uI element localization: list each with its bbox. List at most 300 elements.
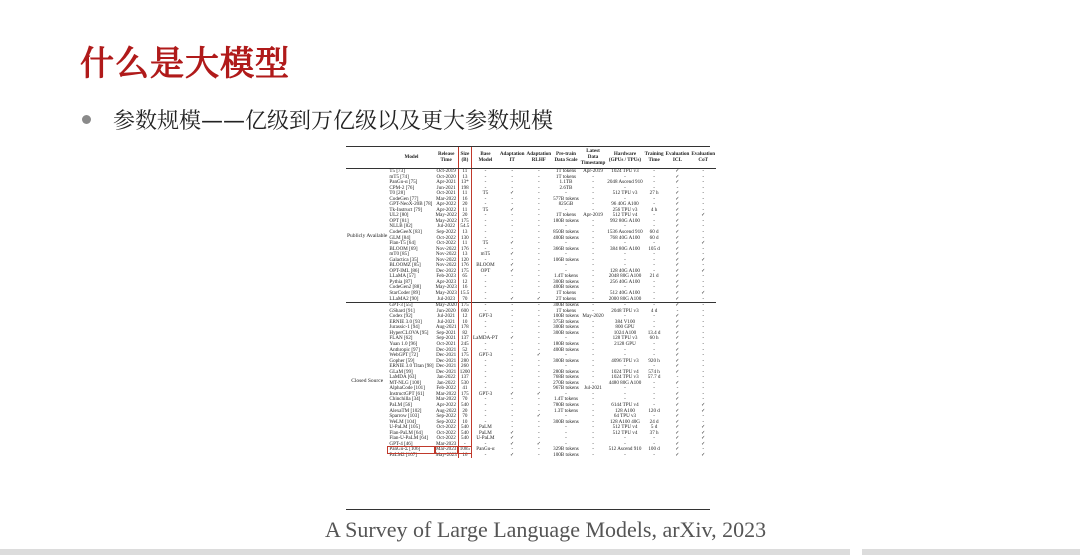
col-header-release: Release Time — [435, 147, 459, 169]
cell-hardware: 512 Ascend 910 — [608, 446, 642, 453]
cell-base: - — [484, 229, 487, 236]
cell-it: - — [511, 278, 514, 285]
cell-it: ✓ — [510, 451, 515, 458]
cell-timestamp: - — [592, 418, 594, 425]
cell-base: - — [484, 212, 487, 219]
cell-release: Nov-2022 — [435, 256, 457, 263]
cell-base: - — [484, 307, 487, 314]
cell-rlhf: - — [537, 240, 540, 247]
cell-release: May-2023 — [435, 290, 457, 297]
cell-training-time: 13.4 d — [647, 329, 661, 336]
cell-release: Apr-2021 — [436, 179, 457, 186]
cell-training-time: - — [653, 173, 655, 180]
cell-it: ✓ — [510, 240, 515, 247]
cell-size: 130 — [458, 236, 471, 242]
cell-hardware: - — [624, 385, 626, 392]
cell-icl: ✓ — [675, 340, 680, 347]
cell-icl: ✓ — [675, 295, 680, 302]
cell-icl: ✓ — [675, 407, 680, 414]
cell-rlhf: - — [526, 303, 553, 309]
cell-icl: ✓ — [675, 446, 680, 453]
cell-icl: ✓ — [675, 379, 680, 386]
cell-model: LLaMA2 [90] — [389, 295, 419, 302]
cell-release: Oct-2022 — [436, 429, 456, 436]
cell-model: mT0 [85] — [389, 251, 409, 258]
cell-base: GPT-3 — [478, 390, 493, 397]
cell-training-time: - — [653, 396, 655, 403]
cell-timestamp: - — [592, 451, 594, 458]
cell-size: 540 — [458, 431, 471, 437]
cell-it: - — [511, 413, 514, 420]
cell-release: Jan-2022 — [436, 374, 456, 381]
cell-timestamp: - — [592, 440, 594, 447]
cell-model: GPT-3 [55] — [388, 303, 434, 309]
cell-release: Jul-2023 — [437, 295, 456, 302]
cell-data-scale: 850B tokens — [553, 229, 579, 236]
cell-it: - — [511, 256, 514, 263]
cell-size: 20 — [458, 202, 471, 208]
cell-timestamp: - — [592, 256, 594, 263]
cell-timestamp: - — [592, 284, 594, 291]
cell-timestamp: - — [592, 374, 594, 381]
cell-it: - — [511, 424, 514, 431]
cell-data-scale: 100B tokens — [553, 451, 579, 458]
cell-base: - — [484, 201, 487, 208]
cell-hardware: - — [624, 435, 626, 442]
cell-rlhf: - — [537, 251, 540, 258]
cell-cot: - — [702, 223, 705, 230]
cell-timestamp: - — [592, 201, 594, 208]
cell-timestamp: - — [592, 190, 594, 197]
cell-rlhf: - — [537, 223, 540, 230]
cell-cot: - — [702, 284, 705, 291]
cell-timestamp: - — [592, 324, 594, 331]
cell-training-time: - — [653, 390, 655, 397]
cell-cot: - — [702, 307, 705, 314]
col-header-cot: Evaluation CoT — [690, 147, 716, 169]
cell-training-time: - — [653, 346, 655, 353]
cell-rlhf: ✓ — [536, 295, 541, 302]
cell-icl: ✓ — [675, 267, 680, 274]
cell-data-scale: 2.6TB — [559, 184, 573, 191]
cell-data-scale: - — [565, 206, 567, 213]
cell-data-scale: - — [565, 352, 567, 359]
cell-rlhf: - — [537, 374, 540, 381]
cell-model: GLaM [99] — [389, 368, 413, 375]
cell-cot: ✓ — [701, 401, 706, 408]
cell-base: - — [484, 379, 487, 386]
cell-size: 175 — [458, 353, 471, 359]
cell-cot: ✓ — [701, 267, 706, 274]
col-header-rlhf: Adaptation RLHF — [526, 147, 553, 169]
cell-data-scale: 400B tokens — [553, 284, 579, 291]
cell-rlhf: - — [537, 184, 540, 191]
cell-base: BLOOM — [476, 262, 495, 269]
cell-size: 20 — [458, 213, 471, 219]
cell-data-scale: - — [565, 262, 567, 269]
cell-model: LaMDA [63] — [389, 374, 417, 381]
cell-cot: ✓ — [701, 256, 706, 263]
cell-it: - — [511, 379, 514, 386]
cell-base: - — [471, 303, 498, 309]
cell-icl: ✓ — [675, 390, 680, 397]
col-header-icl: Evaluation ICL — [665, 147, 691, 169]
cell-icl: ✓ — [665, 303, 691, 309]
cell-model: Anthropic [97] — [389, 346, 420, 353]
col-header-training-time: Training Time — [644, 147, 665, 169]
cell-icl: - — [676, 184, 679, 191]
cell-base: - — [484, 179, 487, 186]
cell-hardware: - — [624, 396, 626, 403]
cell-size: 176 — [458, 263, 471, 269]
cell-rlhf: - — [537, 363, 540, 370]
cell-data-scale: 300B tokens — [553, 278, 579, 285]
cell-it: - — [511, 318, 514, 325]
cell-data-scale: 366B tokens — [553, 245, 579, 252]
cell-cot: - — [702, 168, 705, 174]
cell-size: 16 — [458, 453, 471, 459]
cell-base: - — [484, 413, 487, 420]
cell-training-time: 60 h — [649, 335, 659, 342]
cell-it: - — [511, 418, 514, 425]
cell-it: ✓ — [510, 251, 515, 258]
cell-base: - — [484, 401, 487, 408]
cell-model: CodeGen2 [88] — [389, 284, 421, 291]
cell-training-time: - — [653, 201, 655, 208]
cell-timestamp: - — [592, 379, 594, 386]
cell-icl: ✓ — [675, 179, 680, 186]
cell-base: - — [484, 168, 487, 174]
cell-model: WebGPT [72] — [389, 352, 418, 359]
cell-icl: ✓ — [675, 201, 680, 208]
cell-release: Sep-2022 — [436, 413, 456, 420]
cell-cot: ✓ — [701, 451, 706, 458]
cell-release: Dec-2021 — [436, 368, 457, 375]
cell-it: ✓ — [510, 435, 515, 442]
cell-timestamp: - — [592, 307, 594, 314]
cell-data-scale: - — [565, 413, 567, 420]
cell-training-time: 574 h — [648, 368, 660, 375]
cell-cot: - — [702, 390, 705, 397]
cell-model: CPM-2 [76] — [389, 184, 415, 191]
cell-model: Pythia [87] — [389, 278, 413, 285]
cell-it: - — [511, 173, 514, 180]
cell-release: Jul-2021 — [437, 318, 456, 325]
cell-training-time: - — [653, 179, 655, 186]
cell-release: Apr-2022 — [436, 401, 457, 408]
cell-model: ERNIE 3.0 [93] — [389, 318, 422, 325]
cell-rlhf: - — [537, 307, 540, 314]
cell-it: - — [511, 368, 514, 375]
cell-hardware: - — [624, 352, 626, 359]
cell-model: GPT-4 [46] — [389, 440, 413, 447]
cell-model: AlphaCode [101] — [389, 385, 425, 392]
cell-icl: ✓ — [675, 413, 680, 420]
cell-hardware: - — [624, 256, 626, 263]
cell-training-time: 60 d — [649, 229, 659, 236]
cell-release: Aug-2022 — [435, 407, 457, 414]
cell-training-time: - — [653, 313, 655, 320]
cell-release: Dec-2021 — [436, 363, 457, 370]
cell-data-scale: 300B tokens — [553, 418, 579, 425]
cell-timestamp: - — [592, 290, 594, 297]
bullet-text: 参数规模——亿级到万亿级以及更大参数规模 — [113, 109, 554, 134]
cell-base: - — [484, 245, 487, 252]
cell-training-time: - — [653, 262, 655, 269]
cell-hardware: 6144 TPU v4 — [611, 401, 639, 408]
cell-training-time: - — [653, 379, 655, 386]
cell-rlhf: - — [537, 324, 540, 331]
cell-model: mT5 [74] — [389, 173, 409, 180]
cell-model: BLOOM [69] — [389, 245, 418, 252]
cell-icl: ✓ — [675, 173, 680, 180]
cell-timestamp: - — [592, 318, 594, 325]
cell-rlhf: - — [537, 385, 540, 392]
cell-it: - — [511, 363, 514, 370]
cell-data-scale: 300B tokens — [553, 357, 579, 364]
cell-data-scale: 1T tokens — [555, 168, 577, 174]
cell-size: 1200 — [459, 368, 470, 375]
cell-training-time: 60 d — [649, 234, 659, 241]
col-header-data-scale: Pre-train Data Scale — [552, 147, 580, 169]
cell-icl: ✓ — [675, 256, 680, 263]
cell-cot: - — [702, 217, 705, 224]
cell-rlhf: - — [537, 368, 540, 375]
cell-size: 10 — [458, 420, 471, 426]
cell-size: 12 — [458, 314, 471, 320]
cell-base: - — [484, 295, 487, 302]
cell-rlhf: - — [537, 396, 540, 403]
cell-icl: ✓ — [675, 245, 680, 252]
cell-timestamp: - — [592, 223, 594, 230]
cell-model: PanGu-Σ [106] — [388, 447, 434, 453]
cell-hardware: 1024 TPU v3 — [611, 374, 639, 381]
cell-model: U-PaLM [105] — [389, 424, 420, 431]
cell-timestamp: - — [592, 234, 594, 241]
cell-icl: ✓ — [675, 324, 680, 331]
cell-timestamp: - — [592, 245, 594, 252]
cell-icl: ✓ — [675, 195, 680, 202]
cell-it: ✓ — [510, 335, 515, 342]
cell-data-scale: 1T tokens — [555, 212, 577, 219]
cell-model: NLLB [82] — [389, 223, 413, 230]
cell-timestamp: - — [592, 396, 594, 403]
cell-base: - — [484, 329, 487, 336]
cell-training-time: - — [653, 195, 655, 202]
cell-data-scale: 577B tokens — [553, 195, 579, 202]
cell-it: ✓ — [510, 429, 515, 436]
cell-release: Apr-2023 — [436, 278, 457, 285]
cell-it: - — [511, 352, 514, 359]
cell-cot: - — [702, 229, 705, 236]
cell-training-time: 57.7 d — [647, 374, 661, 381]
cell-rlhf: - — [537, 424, 540, 431]
cell-size: - — [458, 442, 471, 448]
cell-size: 11 — [458, 241, 471, 247]
cell-hardware: - — [624, 251, 626, 258]
cell-icl: ✓ — [675, 313, 680, 320]
cell-cot: - — [702, 446, 705, 453]
cell-size: 70 — [458, 297, 471, 303]
cell-base: - — [484, 223, 487, 230]
cell-model: Yuan 1.0 [96] — [389, 340, 418, 347]
cell-training-time: - — [653, 284, 655, 291]
cell-training-time: 27 h — [649, 190, 659, 197]
cell-model: PanGu-α [75] — [389, 179, 418, 186]
cell-data-scale: 300B tokens — [553, 302, 579, 309]
cell-it: - — [511, 340, 514, 347]
cell-size: 11 — [458, 191, 471, 197]
cell-data-scale: 967B tokens — [553, 385, 579, 392]
bullet-item — [82, 104, 553, 135]
cell-cot: - — [702, 201, 705, 208]
cell-rlhf: - — [537, 267, 540, 274]
cell-data-scale: 106B tokens — [553, 256, 579, 263]
cell-hardware: - — [624, 240, 626, 247]
cell-base: PaLM — [479, 424, 492, 431]
cell-size: 65 — [458, 274, 471, 280]
cell-data-scale: - — [565, 223, 567, 230]
cell-model: PaLM2 [107] — [389, 451, 417, 458]
cell-rlhf: - — [537, 201, 540, 208]
cell-training-time: - — [653, 240, 655, 247]
cell-icl: ✓ — [675, 346, 680, 353]
cell-size: 15.5 — [458, 291, 471, 297]
cell-release: Mar-2022 — [436, 396, 457, 403]
cell-rlhf: ✓ — [536, 390, 541, 397]
cell-timestamp: - — [592, 340, 594, 347]
cell-timestamp: - — [592, 335, 594, 342]
cell-training-time: - — [653, 385, 655, 392]
cell-hardware: 512 TPU v4 — [612, 424, 638, 431]
cell-timestamp: - — [592, 267, 594, 274]
cell-rlhf: - — [537, 179, 540, 186]
cell-hardware: - — [624, 284, 626, 291]
cell-size: 13 — [458, 230, 471, 236]
cell-it: - — [511, 184, 514, 191]
cell-rlhf: - — [537, 329, 540, 336]
cell-rlhf: - — [537, 278, 540, 285]
cell-training-time: 100 d — [648, 446, 660, 453]
cell-base: - — [484, 440, 487, 447]
cell-it: - — [511, 385, 514, 392]
cell-training-time: 4 d — [650, 307, 658, 314]
cell-base: - — [484, 284, 487, 291]
cell-training-time: - — [653, 267, 655, 274]
cell-hardware: - — [624, 223, 626, 230]
cell-model: Galactica [35] — [389, 256, 419, 263]
cell-release: Jun-2020 — [436, 307, 456, 314]
cell-icl: ✓ — [675, 418, 680, 425]
cell-data-scale: 1T tokens — [555, 173, 577, 180]
cell-hardware: 4480 80G A100 — [608, 379, 642, 386]
cell-base: - — [484, 340, 487, 347]
cell-release: Feb-2022 — [436, 385, 456, 392]
cell-release: Mar-2022 — [436, 390, 457, 397]
cell-size: 198 — [458, 186, 471, 192]
cell-cot: - — [702, 413, 705, 420]
cell-data-scale: 180B tokens — [553, 217, 579, 224]
cell-size: 11 — [458, 208, 471, 214]
cell-cot: - — [702, 179, 705, 186]
cell-model: Tk-Instruct [79] — [389, 206, 423, 213]
cell-it: ✓ — [510, 390, 515, 397]
cell-timestamp: Apr-2019 — [583, 168, 603, 174]
cell-release: Oct-2022 — [436, 234, 456, 241]
cell-release: Apr-2022 — [436, 201, 457, 208]
cell-it: ✓ — [510, 267, 515, 274]
cell-size: 13 — [458, 175, 471, 181]
cell-cot: - — [702, 329, 705, 336]
cell-base: T5 — [482, 206, 489, 213]
cell-release: Oct-2022 — [436, 240, 456, 247]
cell-training-time: - — [653, 223, 655, 230]
cell-base: - — [484, 278, 487, 285]
cell-size: 178 — [458, 325, 471, 331]
cell-timestamp: - — [592, 435, 594, 442]
cell-icl: ✓ — [675, 223, 680, 230]
cell-timestamp: - — [592, 195, 594, 202]
cell-it: - — [511, 212, 514, 219]
cell-cot: - — [702, 262, 705, 269]
cell-it: - — [511, 407, 514, 414]
cell-cot: ✓ — [701, 407, 706, 414]
cell-it: ✓ — [510, 206, 515, 213]
cell-timestamp: - — [592, 273, 594, 280]
cell-model: Flan-U-PaLM [64] — [389, 435, 429, 442]
cell-base: - — [484, 357, 487, 364]
cell-rlhf: - — [537, 429, 540, 436]
cell-icl: ✓ — [675, 429, 680, 436]
cell-rlhf: - — [537, 217, 540, 224]
cell-hardware: 96 40G A100 — [611, 201, 639, 208]
cell-hardware: 1536 Ascend 910 — [607, 229, 643, 236]
cell-base: PanGu-α — [476, 446, 495, 453]
cell-timestamp: - — [592, 401, 594, 408]
cell-rlhf: - — [537, 357, 540, 364]
cell-model: CodeGeeX [83] — [389, 229, 422, 236]
cell-training-time: - — [653, 168, 655, 174]
cell-rlhf: - — [537, 313, 540, 320]
cell-model: WeLM [104] — [389, 418, 416, 425]
cell-cot: - — [702, 352, 705, 359]
cell-size: 175 — [458, 269, 471, 275]
cell-timestamp: Jul-2021 — [584, 385, 602, 392]
cell-icl: ✓ — [675, 357, 680, 364]
cell-rlhf: - — [537, 212, 540, 219]
cell-rlhf: - — [537, 273, 540, 280]
cell-size: 52 — [458, 348, 471, 354]
cell-training-time: - — [653, 295, 655, 302]
cell-size: 70 — [458, 397, 471, 403]
cell-release: Sep-2021 — [436, 329, 456, 336]
cell-timestamp: - — [592, 357, 594, 364]
col-header-it: Adaptation IT — [499, 147, 526, 169]
cell-training-time: - — [653, 278, 655, 285]
cell-rlhf: - — [537, 284, 540, 291]
cell-base: - — [484, 368, 487, 375]
cell-rlhf: - — [537, 335, 540, 342]
cell-data-scale: - — [565, 267, 567, 274]
cell-base: mT5 — [480, 251, 491, 258]
cell-icl: ✓ — [675, 318, 680, 325]
cell-data-scale: 280B tokens — [553, 368, 579, 375]
cell-hardware: 2048 80G A100 — [608, 273, 642, 280]
cell-icl: ✓ — [675, 273, 680, 280]
cell-hardware: - — [624, 262, 626, 269]
cell-timestamp: - — [592, 446, 594, 453]
cell-release: Jul-2022 — [437, 223, 456, 230]
